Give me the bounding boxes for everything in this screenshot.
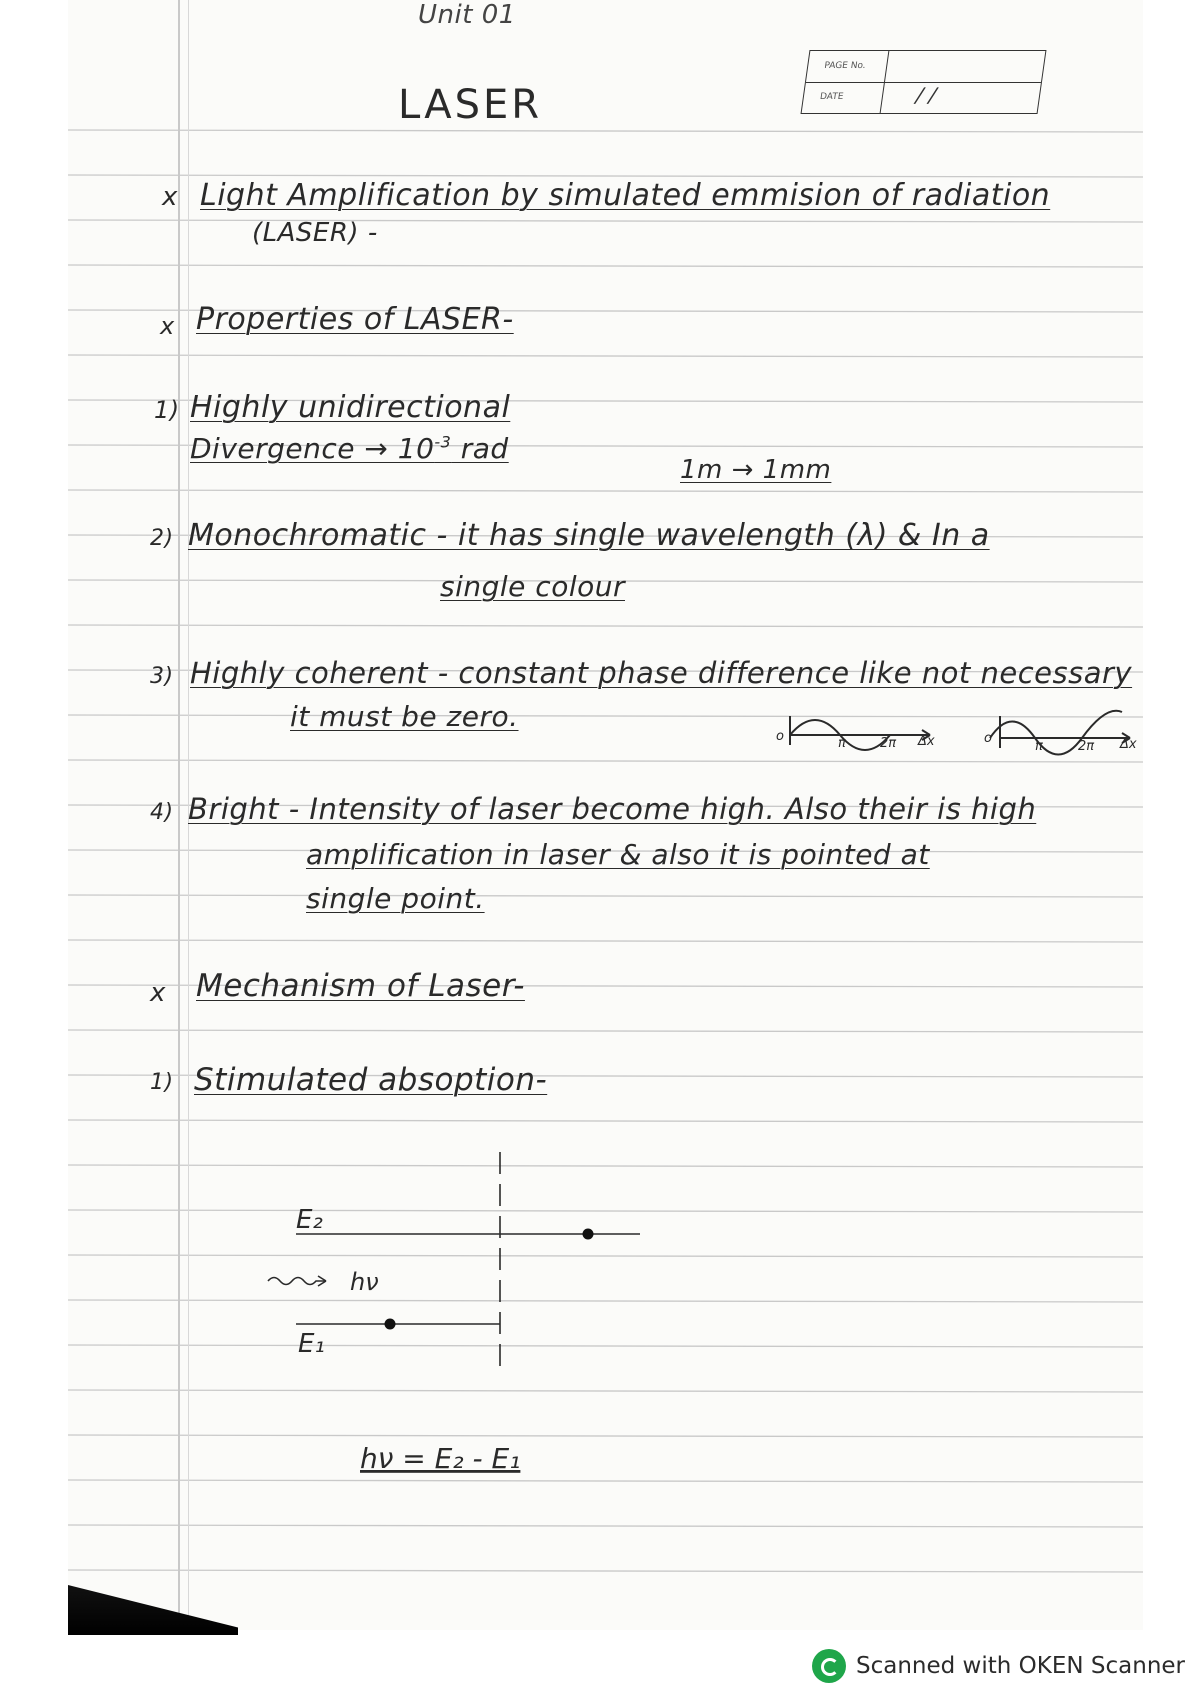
properties-heading: Properties of LASER- [196, 302, 514, 337]
m1-heading: Stimulated absoption- [194, 1062, 548, 1098]
photon-label: hν [350, 1268, 379, 1296]
p1-title: Highly unidirectional [190, 390, 511, 425]
e2-label: E₂ [296, 1205, 323, 1235]
date-value: / / [914, 83, 938, 107]
wave1-dx: Δx [918, 734, 935, 749]
properties-bullet: x [160, 312, 175, 340]
page-no-label: PAGE No. [823, 61, 867, 71]
p4-line2: amplification in laser & also it is pointed at [306, 838, 930, 871]
p2-line2: single colour [440, 570, 625, 603]
energy-equation: hν = E₂ - E₁ [360, 1442, 521, 1475]
p3-number: 3) [150, 664, 174, 689]
p1-side-note: 1m → 1mm [680, 455, 832, 485]
wave1-pi: π [838, 736, 846, 751]
wave2-pi: π [1035, 739, 1043, 754]
p1-detail-exponent: -3 [434, 432, 452, 452]
wave2-dx: Δx [1120, 737, 1137, 752]
definition-bullet: x [162, 182, 178, 212]
wave2-origin: o [984, 731, 992, 746]
scanner-watermark-text: Scanned with OKEN Scanner [856, 1653, 1185, 1679]
p1-detail-unit: rad [451, 432, 509, 465]
oken-scanner-logo-icon [812, 1649, 846, 1683]
definition-line1: Light Amplification by simulated emmision of radiation [200, 178, 1051, 213]
p4-number: 4) [150, 800, 174, 825]
wave1-origin: o [776, 729, 784, 744]
scanner-watermark [812, 1648, 1185, 1684]
p3-line2: it must be zero. [290, 700, 519, 733]
electron-e2 [583, 1229, 594, 1240]
p2-number: 2) [150, 526, 174, 551]
definition-line2: (LASER) - [252, 218, 378, 248]
p3-line1: Highly coherent - constant phase difference like not necessary [190, 656, 1133, 690]
wave1-2pi: 2π [880, 736, 897, 751]
p2-line1: Monochromatic - it has single wavelength (λ) & In a [188, 518, 990, 553]
unit-label: Unit 01 [418, 0, 516, 30]
wave2-2pi: 2π [1078, 739, 1095, 754]
e1-label: E₁ [298, 1329, 325, 1359]
mechanism-heading: Mechanism of Laser- [196, 968, 525, 1004]
p4-line3: single point. [306, 882, 485, 915]
m1-number: 1) [150, 1070, 174, 1095]
mechanism-bullet: x [150, 978, 166, 1008]
p1-number: 1) [154, 396, 180, 424]
p1-detail-text: Divergence → 10 [190, 432, 435, 465]
date-label: DATE [819, 92, 845, 102]
photon-wave [268, 1278, 326, 1285]
page-title: LASER [398, 82, 543, 128]
electron-e1 [385, 1319, 396, 1330]
p4-line1: Bright - Intensity of laser become high. Also their is high [188, 792, 1037, 826]
